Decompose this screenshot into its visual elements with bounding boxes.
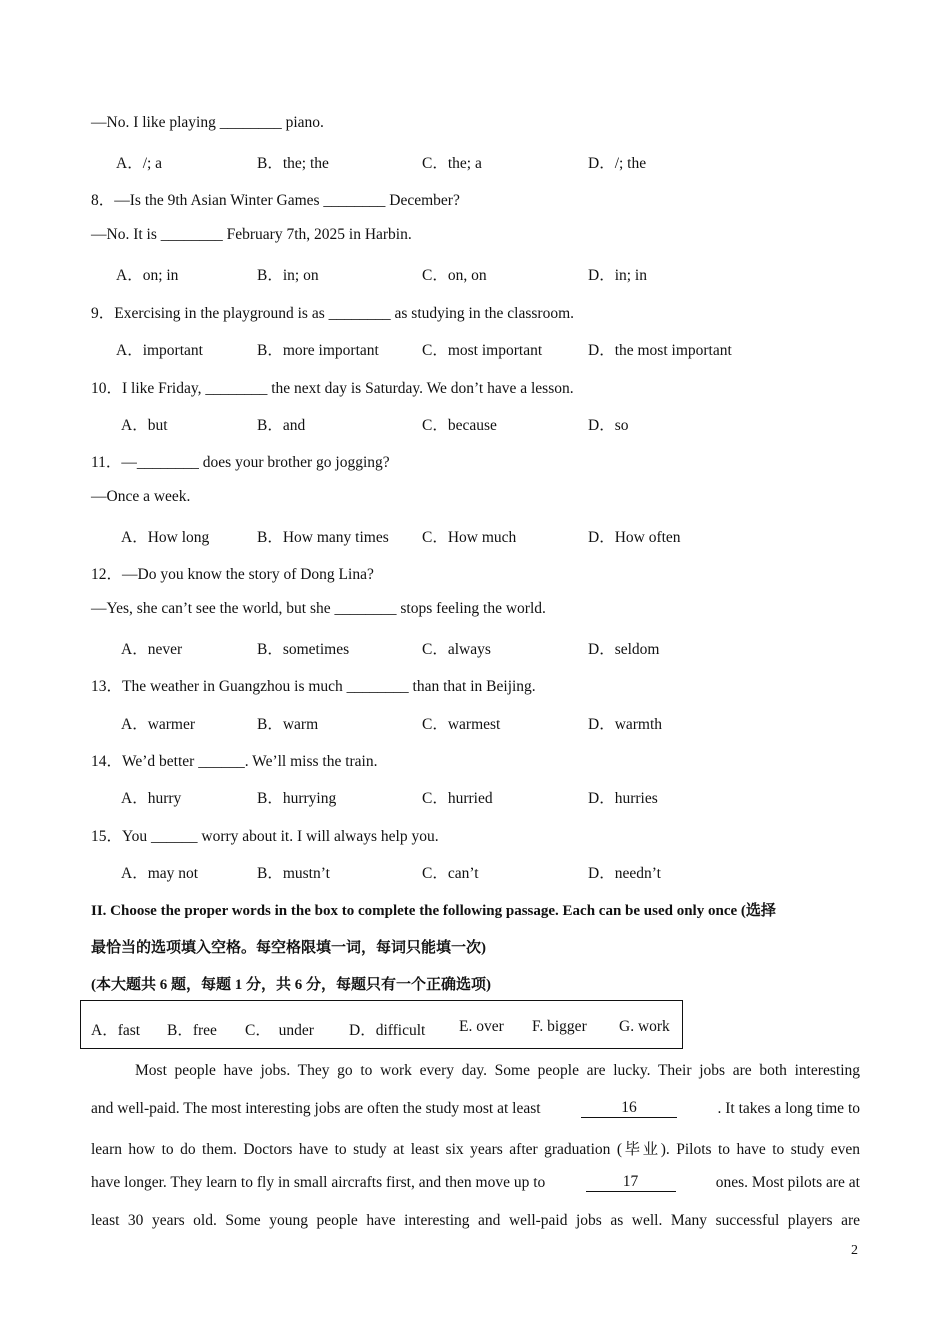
blank-16[interactable]: 16 (581, 1100, 677, 1118)
option-a: A．/; a (116, 155, 163, 172)
word-box-option: E. over (459, 1018, 504, 1035)
question-11-options (0, 525, 950, 545)
passage-line: and well-paid. The most interesting jobs are often the study most at least 16 . It takes a long time to (91, 1099, 860, 1117)
option-a: A．hurry (121, 790, 182, 807)
question-9-stem: 9．Exercising in the playground is as ________ as studying in the classroom. (91, 305, 575, 322)
option-d: D．the most important (588, 342, 732, 359)
option-c: C．How much (422, 529, 517, 546)
section-2-heading-cn: 最恰当的选项填入空格。每空格限填一词，每词只能填一次) (91, 940, 486, 956)
option-c: C．most important (422, 342, 543, 359)
option-d: D．so (588, 417, 629, 434)
section-2-heading: II. Choose the proper words in the box to complete the following passage. Each can be used only once (选择 (91, 903, 776, 919)
section-2-instructions: (本大题共 6 题，每题 1 分，共 6 分，每题只有一个正确选项) (91, 977, 491, 993)
option-c: C．because (422, 417, 497, 434)
question-13-options (0, 712, 950, 732)
option-c: C．the; a (422, 155, 482, 172)
option-d: D．seldom (588, 641, 660, 658)
option-a: A．may not (121, 865, 199, 882)
question-8-reply: —No. It is ________ February 7th, 2025 in Harbin. (91, 226, 412, 243)
passage-line: learn how to do them. Doctors have to study at least six years after graduation (毕业). Pilots to have to study even (91, 1141, 860, 1158)
passage-line: have longer. They learn to fly in small aircrafts first, and then move up to 17 ones. Most pilots are at (91, 1173, 860, 1191)
question-7-line: —No. I like playing ________ piano. (91, 114, 324, 131)
question-11-stem: 11．—________ does your brother go jogging? (91, 454, 390, 471)
option-a: A．How long (121, 529, 210, 546)
word-box-option: C． under (245, 1022, 314, 1039)
question-8-options (0, 263, 950, 283)
word-box-option: A．fast (91, 1022, 141, 1039)
option-b: B．more important (257, 342, 379, 359)
word-box (80, 1000, 683, 1049)
question-8-stem: 8．—Is the 9th Asian Winter Games ________ December? (91, 192, 460, 209)
page-number: 2 (851, 1243, 858, 1258)
option-c: C．warmest (422, 716, 501, 733)
option-b: B．warm (257, 716, 319, 733)
question-14-options (0, 786, 950, 806)
option-a: A．warmer (121, 716, 196, 733)
question-12-stem: 12．—Do you know the story of Dong Lina? (91, 566, 374, 583)
option-b: B．sometimes (257, 641, 350, 658)
option-d: D．/; the (588, 155, 647, 172)
word-box-option: B．free (167, 1022, 217, 1039)
word-box-option: F. bigger (532, 1018, 587, 1035)
passage-line: least 30 years old. Some young people have interesting and well-paid jobs as well. Many successful players are (91, 1212, 860, 1229)
question-13-stem: 13．The weather in Guangzhou is much ________ than that in Beijing. (91, 678, 536, 695)
option-d: D．needn’t (588, 865, 661, 882)
option-b: B．in; on (257, 267, 319, 284)
option-a: A．but (121, 417, 168, 434)
word-box-option: D．difficult (349, 1022, 426, 1039)
question-7-options (0, 151, 950, 171)
question-12-reply: —Yes, she can’t see the world, but she ________ stops feeling the world. (91, 600, 546, 617)
option-c: C．always (422, 641, 491, 658)
passage-line: Most people have jobs. They go to work every day. Some people are lucky. Their jobs are both interesting (135, 1062, 860, 1079)
option-c: C．can’t (422, 865, 479, 882)
question-12-options (0, 637, 950, 657)
option-b: B．How many times (257, 529, 389, 546)
option-b: B．the; the (257, 155, 329, 172)
question-11-reply: —Once a week. (91, 488, 191, 505)
option-c: C．on, on (422, 267, 487, 284)
option-c: C．hurried (422, 790, 493, 807)
option-d: D．warmth (588, 716, 663, 733)
option-d: D．How often (588, 529, 681, 546)
blank-17[interactable]: 17 (586, 1174, 676, 1192)
option-a: A．important (116, 342, 203, 359)
word-box-option: G. work (619, 1018, 670, 1035)
question-9-options (0, 338, 950, 358)
option-b: B．and (257, 417, 306, 434)
question-15-stem: 15．You ______ worry about it. I will always help you. (91, 828, 439, 845)
option-d: D．in; in (588, 267, 647, 284)
option-b: B．hurrying (257, 790, 337, 807)
option-a: A．on; in (116, 267, 179, 284)
option-a: A．never (121, 641, 183, 658)
question-10-stem: 10．I like Friday, ________ the next day is Saturday. We don’t have a lesson. (91, 380, 574, 397)
question-14-stem: 14．We’d better ______. We’ll miss the train. (91, 753, 378, 770)
question-15-options (0, 861, 950, 881)
option-b: B．mustn’t (257, 865, 330, 882)
option-d: D．hurries (588, 790, 658, 807)
question-10-options (0, 413, 950, 433)
